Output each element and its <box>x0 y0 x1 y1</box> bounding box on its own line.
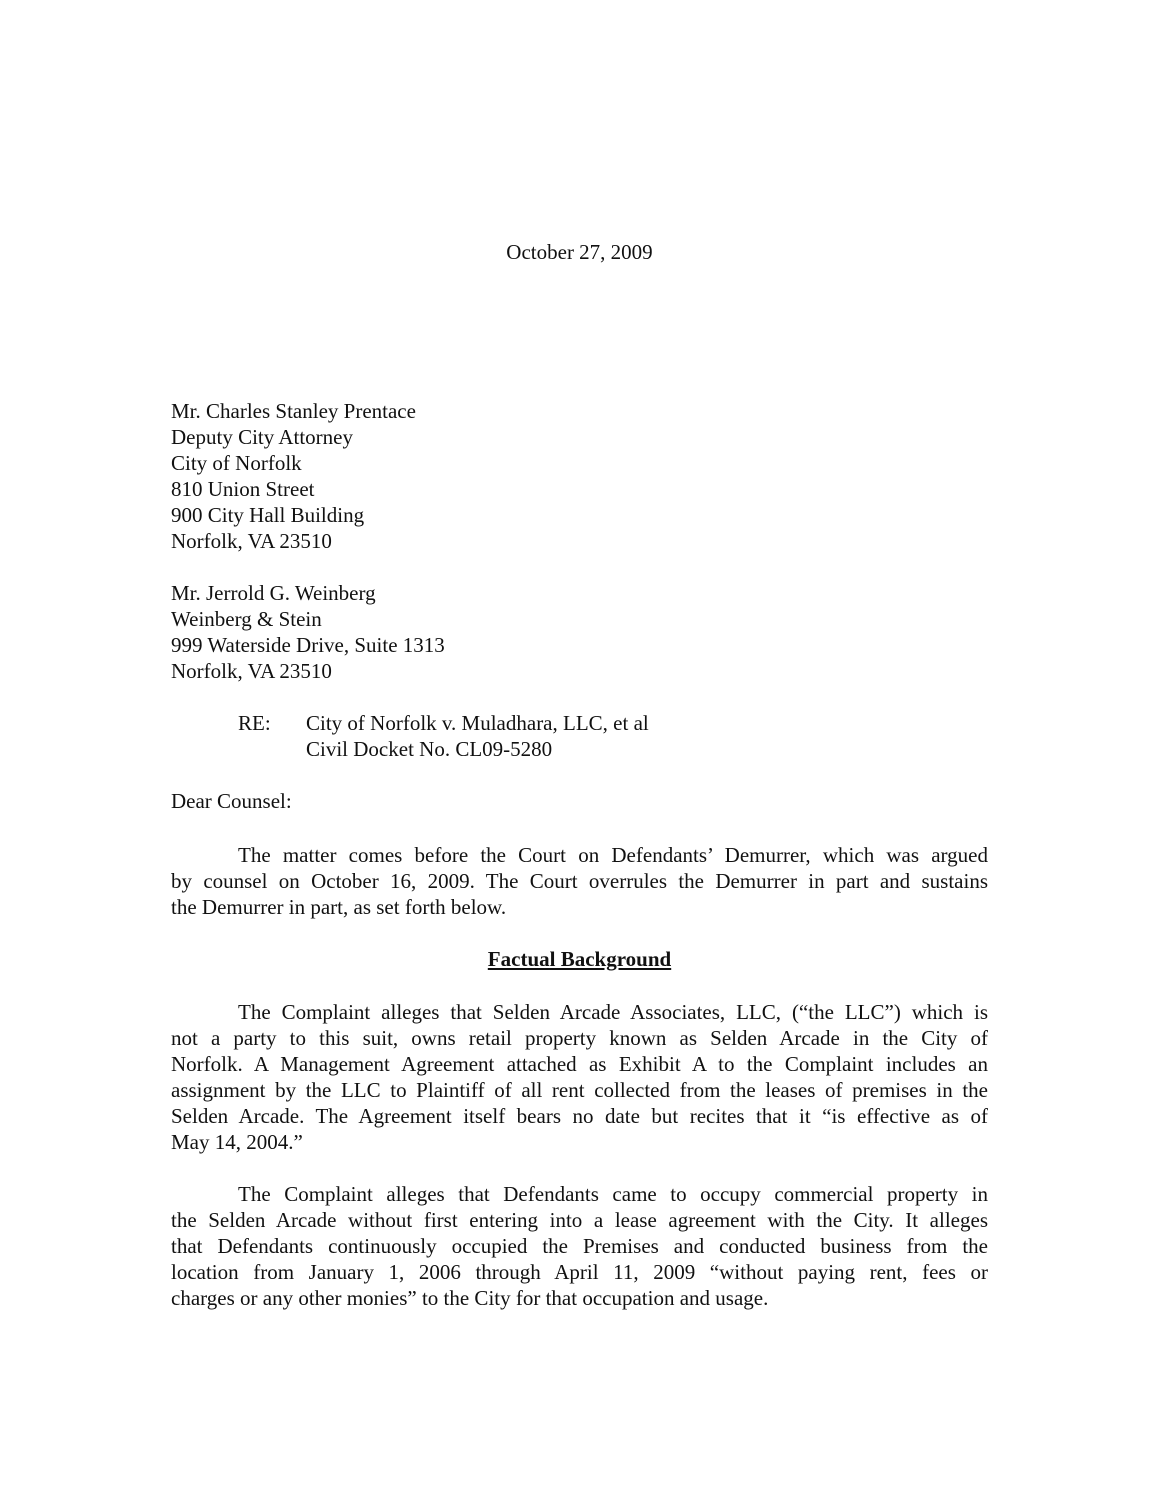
paragraph-line: The Complaint alleges that Selden Arcade Associates, LLC, (“the LLC”) which is <box>238 1000 988 1024</box>
paragraph-line: location from January 1, 2006 through April 11, 2009 “without paying rent, fees or <box>171 1260 988 1284</box>
paragraph-line: charges or any other monies” to the City for that occupation and usage. <box>171 1286 769 1310</box>
address-line: 900 City Hall Building <box>171 503 365 527</box>
address-line: Norfolk, VA 23510 <box>171 659 332 683</box>
re-label: RE: <box>238 711 271 735</box>
paragraph-line: Selden Arcade. The Agreement itself bears no date but recites that it “is effective as of <box>171 1104 988 1128</box>
paragraph-line: Norfolk. A Management Agreement attached as Exhibit A to the Complaint includes an <box>171 1052 988 1076</box>
address-line: City of Norfolk <box>171 451 302 475</box>
paragraph-line: the Selden Arcade without first entering into a lease agreement with the City. It alleges <box>171 1208 988 1232</box>
paragraph-line: that Defendants continuously occupied the Premises and conducted business from the <box>171 1234 988 1258</box>
paragraph-line: by counsel on October 16, 2009. The Court overrules the Demurrer in part and sustains <box>171 869 988 893</box>
recipient-address-1 <box>171 398 988 554</box>
paragraph-1 <box>171 842 988 920</box>
address-line: Norfolk, VA 23510 <box>171 529 332 553</box>
paragraph-line: not a party to this suit, owns retail property known as Selden Arcade in the City of <box>171 1026 988 1050</box>
paragraph-line: the Demurrer in part, as set forth below. <box>171 895 507 919</box>
paragraph-line: assignment by the LLC to Plaintiff of all rent collected from the leases of premises in the <box>171 1078 988 1102</box>
paragraph-line: May 14, 2004.” <box>171 1130 303 1154</box>
docket-number: Civil Docket No. CL09-5280 <box>306 737 553 761</box>
letter-date: October 27, 2009 <box>506 240 653 264</box>
paragraph-line: The Complaint alleges that Defendants came to occupy commercial property in <box>238 1182 988 1206</box>
salutation <box>171 788 988 814</box>
address-line: Weinberg & Stein <box>171 607 322 631</box>
case-title: City of Norfolk v. Muladhara, LLC, et al <box>306 711 649 735</box>
paragraph-line: The matter comes before the Court on Defendants’ Demurrer, which was argued <box>238 843 988 867</box>
salutation-text: Dear Counsel: <box>171 789 292 813</box>
address-line: 810 Union Street <box>171 477 315 501</box>
address-line: 999 Waterside Drive, Suite 1313 <box>171 633 445 657</box>
address-line: Mr. Jerrold G. Weinberg <box>171 581 376 605</box>
address-line: Deputy City Attorney <box>171 425 353 449</box>
paragraph-3 <box>171 1181 988 1311</box>
address-line: Mr. Charles Stanley Prentace <box>171 399 416 423</box>
recipient-address-2 <box>171 580 988 684</box>
section-heading-text: Factual Background <box>487 947 672 971</box>
re-lines <box>306 710 649 762</box>
paragraph-2 <box>171 999 988 1155</box>
section-heading <box>0 947 1159 972</box>
